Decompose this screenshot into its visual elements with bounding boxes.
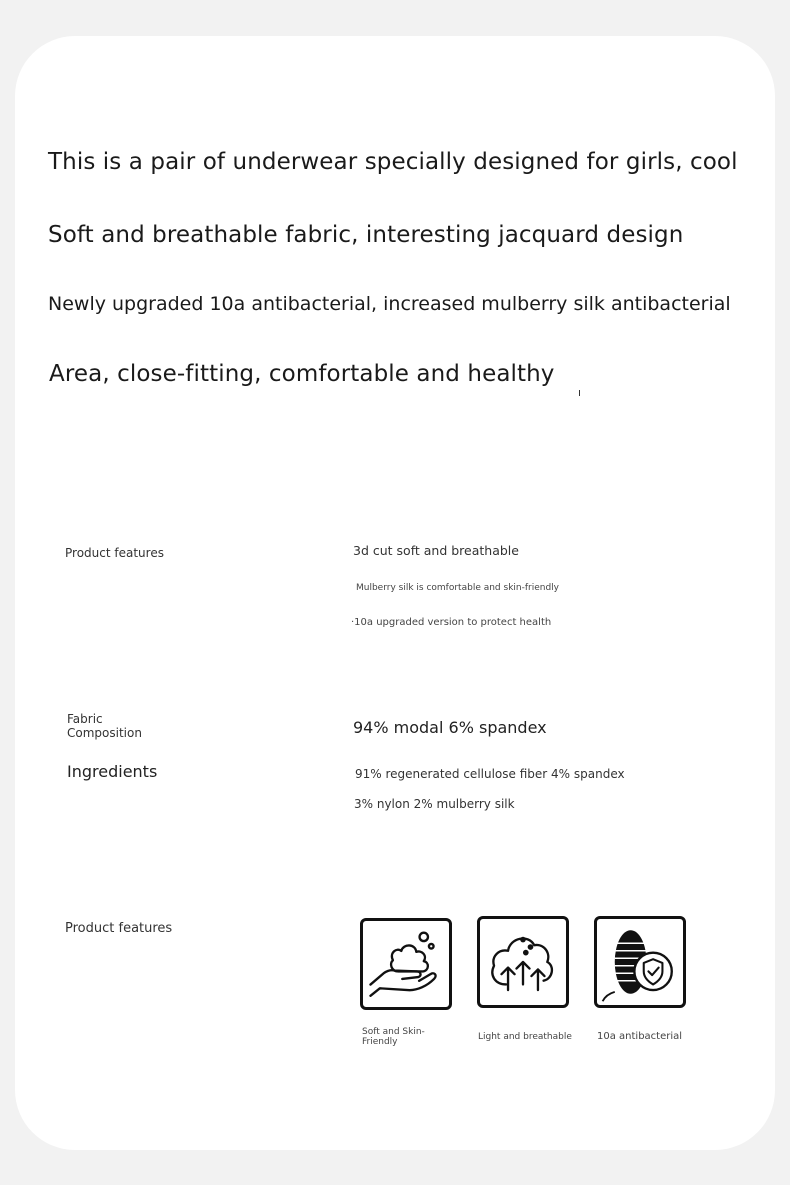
features-label: Product features (65, 546, 164, 560)
icon-caption-2: Light and breathable (478, 1032, 572, 1042)
icons-section-label: Product features (65, 921, 173, 936)
ingredients-label: Ingredients (67, 762, 158, 781)
feature-item-2: Mulberry silk is comfortable and skin-friendly (356, 583, 560, 593)
headline-4: Area, close-fitting, comfortable and healthy (49, 361, 555, 387)
headline-2: Soft and breathable fabric, interesting jacquard design (48, 222, 684, 248)
feature-item-1: 3d cut soft and breathable (353, 543, 519, 558)
icon-caption-3: 10a antibacterial (597, 1031, 683, 1042)
stray-mark (579, 390, 580, 396)
ingredients-line-1: 91% regenerated cellulose fiber 4% spandex (355, 767, 625, 781)
hand-foam-icon (360, 918, 452, 1010)
silk-cocoon-shield-icon (594, 916, 686, 1008)
fabric-value: 94% modal 6% spandex (353, 718, 547, 737)
headline-1: This is a pair of underwear specially designed for girls, cool (48, 149, 738, 175)
ingredients-line-2: 3% nylon 2% mulberry silk (354, 797, 515, 811)
fabric-label: Fabric Composition (67, 712, 142, 740)
icon-caption-1: Soft and Skin-Friendly (362, 1027, 425, 1047)
trees-breathable-icon (477, 916, 569, 1008)
feature-item-3: ·10a upgraded version to protect health (351, 617, 552, 628)
headline-3: Newly upgraded 10a antibacterial, increased mulberry silk antibacterial (48, 293, 731, 315)
